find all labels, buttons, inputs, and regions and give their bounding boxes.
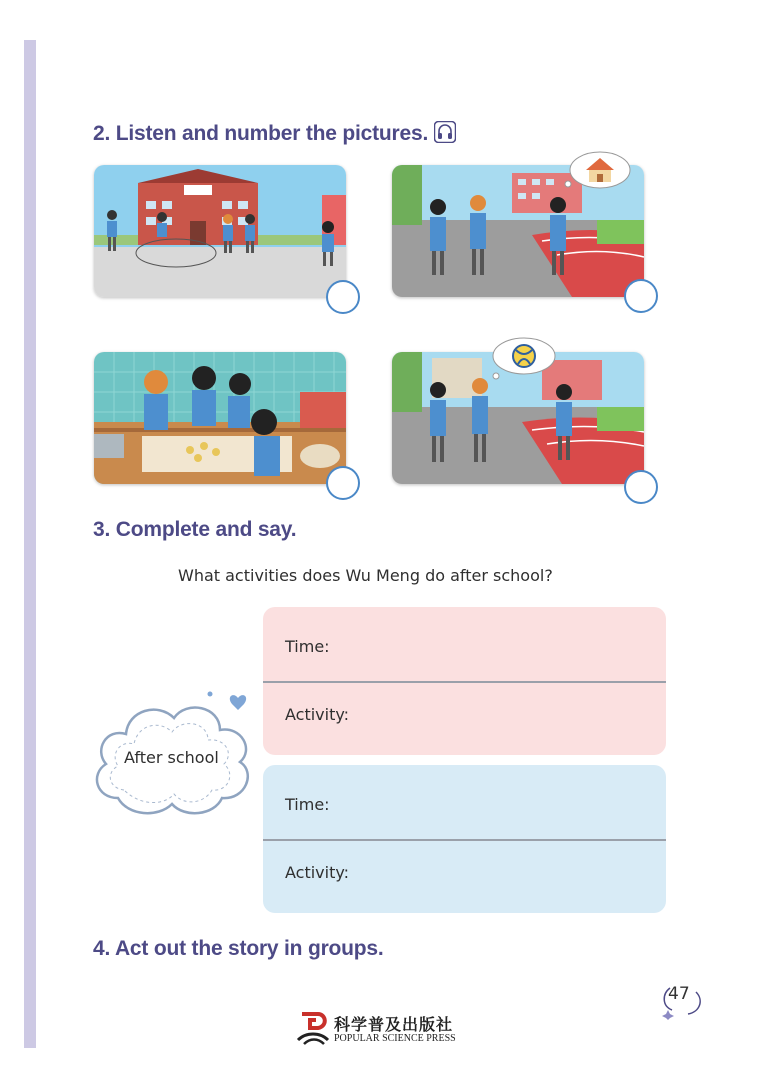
publisher-name-en: POPULAR SCIENCE PRESS xyxy=(334,1033,456,1044)
time-label: Time: xyxy=(285,637,330,656)
headphones-icon xyxy=(434,121,456,143)
after-school-cloud xyxy=(88,688,263,823)
number-answer-circle-1[interactable] xyxy=(326,280,360,314)
publisher-logo xyxy=(296,1010,496,1050)
activity-field-1[interactable] xyxy=(363,699,650,727)
section-3-heading: 3. Complete and say. xyxy=(93,518,297,541)
publisher-logo-icon xyxy=(296,1010,330,1046)
number-answer-circle-2[interactable] xyxy=(624,279,658,313)
picture-school-jump-rope xyxy=(94,165,346,297)
answer-box-1 xyxy=(263,607,666,755)
cloud-label: After school xyxy=(124,748,219,767)
thought-bubble-volleyball-icon xyxy=(486,336,558,382)
time-field-2[interactable] xyxy=(363,789,650,817)
publisher-name-cn: 科学普及出版社 xyxy=(334,1015,454,1034)
number-answer-circle-3[interactable] xyxy=(326,466,360,500)
question-text: What activities does Wu Meng do after school? xyxy=(178,566,553,585)
page-number: 47 xyxy=(668,984,690,1004)
section-2-heading: 2. Listen and number the pictures. xyxy=(93,121,456,146)
activity-label: Activity: xyxy=(285,863,350,882)
activity-field-2[interactable] xyxy=(363,857,650,885)
time-label: Time: xyxy=(285,795,330,814)
time-field-1[interactable] xyxy=(363,631,650,659)
picture-making-dumplings xyxy=(94,352,346,484)
answer-box-2 xyxy=(263,765,666,913)
thought-bubble-house-icon xyxy=(562,150,632,194)
section-4-heading: 4. Act out the story in groups. xyxy=(93,937,384,960)
row-divider xyxy=(263,839,666,841)
number-answer-circle-4[interactable] xyxy=(624,470,658,504)
row-divider xyxy=(263,681,666,683)
activity-label: Activity: xyxy=(285,705,350,724)
page-side-bar xyxy=(24,40,36,1048)
